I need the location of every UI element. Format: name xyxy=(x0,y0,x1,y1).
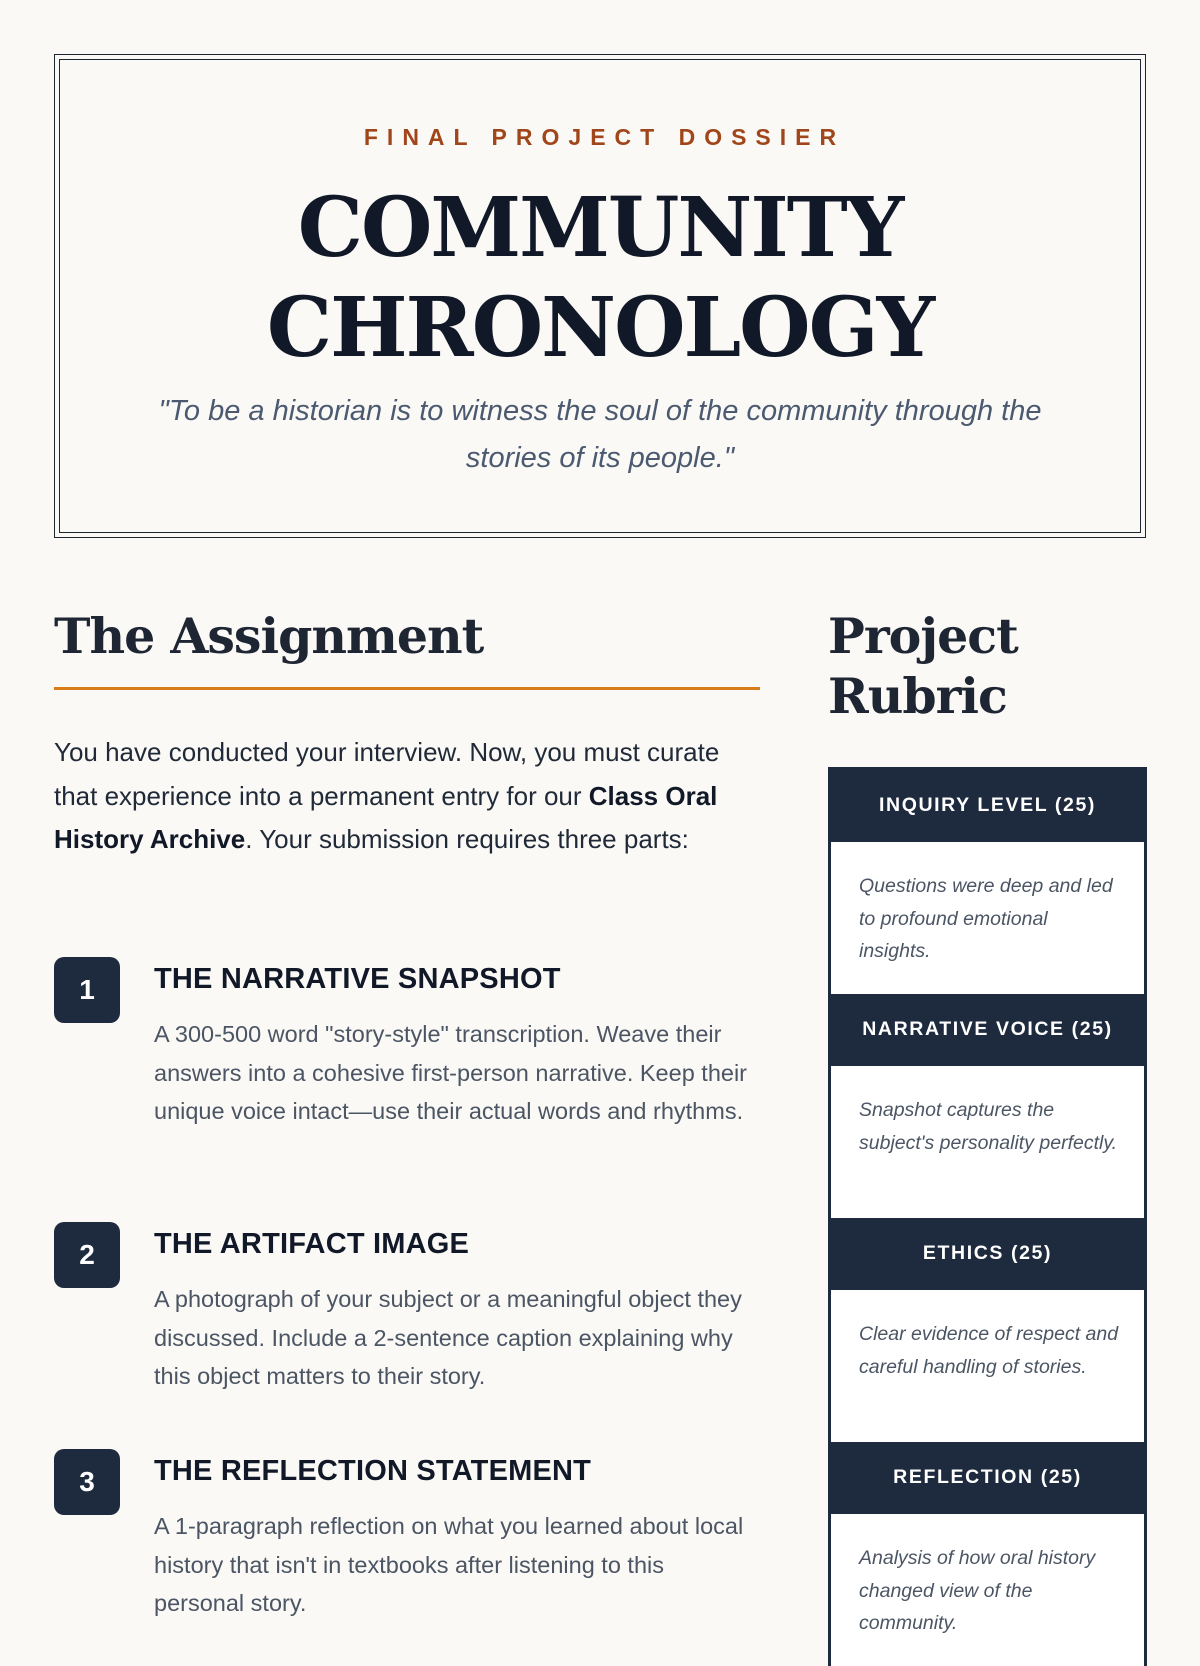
header-inner-frame xyxy=(59,59,1141,533)
rubric-criterion-label: REFLECTION (25) xyxy=(831,1442,1144,1514)
rubric-heading-line-2: Rubric xyxy=(828,667,1007,725)
step-number-badge: 1 xyxy=(54,957,120,1023)
rubric-criterion-description: Snapshot captures the subject's personality perfectly. xyxy=(831,1066,1144,1218)
intro-text-2: . Your submission requires three parts: xyxy=(245,824,689,854)
rubric-criterion-description: Clear evidence of respect and careful handling of stories. xyxy=(831,1290,1144,1442)
step-description: A 300-500 word "story-style" transcription. Weave their answers into a cohesive first-person narrative. Keep their unique voice intact—use their actual words and rhythms. xyxy=(154,1021,748,1124)
step-number-badge: 2 xyxy=(54,1222,120,1288)
assignment-heading: The Assignment xyxy=(54,607,484,665)
page-title xyxy=(60,178,1140,378)
assignment-divider xyxy=(54,687,760,690)
intro-text-1: You have conducted your interview. Now, you must curate that experience into a permanent entry for our xyxy=(54,737,720,811)
rubric-heading-line-1: Project xyxy=(828,607,1018,665)
step-title: THE ARTIFACT IMAGE xyxy=(154,1228,470,1260)
intro-archive-name: Class Oral History Archive xyxy=(54,780,718,854)
title-line-1: COMMUNITY xyxy=(297,180,903,276)
rubric-criterion-description: Analysis of how oral history changed view of the community. xyxy=(831,1514,1144,1666)
rubric-heading xyxy=(828,606,1018,726)
rubric-criterion-label: INQUIRY LEVEL (25) xyxy=(831,770,1144,842)
step-number-badge: 3 xyxy=(54,1449,120,1515)
step-title: THE REFLECTION STATEMENT xyxy=(154,1455,592,1487)
step-title: THE NARRATIVE SNAPSHOT xyxy=(154,963,561,995)
header-quote: "To be a historian is to witness the soul of the community through the stories of its people." xyxy=(158,395,1042,474)
step-description: A 1-paragraph reflection on what you learned about local history that isn't in textbooks after listening to this personal story. xyxy=(154,1513,744,1616)
rubric-criterion-description: Questions were deep and led to profound emotional insights. xyxy=(831,842,1144,994)
rubric-criterion-label: ETHICS (25) xyxy=(831,1218,1144,1290)
header-kicker: FINAL PROJECT DOSSIER xyxy=(363,124,846,150)
step-description: A photograph of your subject or a meaningful object they discussed. Include a 2-sentence caption explaining why this object matters to their story. xyxy=(154,1286,742,1389)
assignment-intro xyxy=(54,731,754,862)
title-line-2: CHRONOLOGY xyxy=(266,280,934,376)
dossier-header xyxy=(54,54,1146,538)
rubric-table xyxy=(828,767,1147,1666)
rubric-criterion-label: NARRATIVE VOICE (25) xyxy=(831,994,1144,1066)
